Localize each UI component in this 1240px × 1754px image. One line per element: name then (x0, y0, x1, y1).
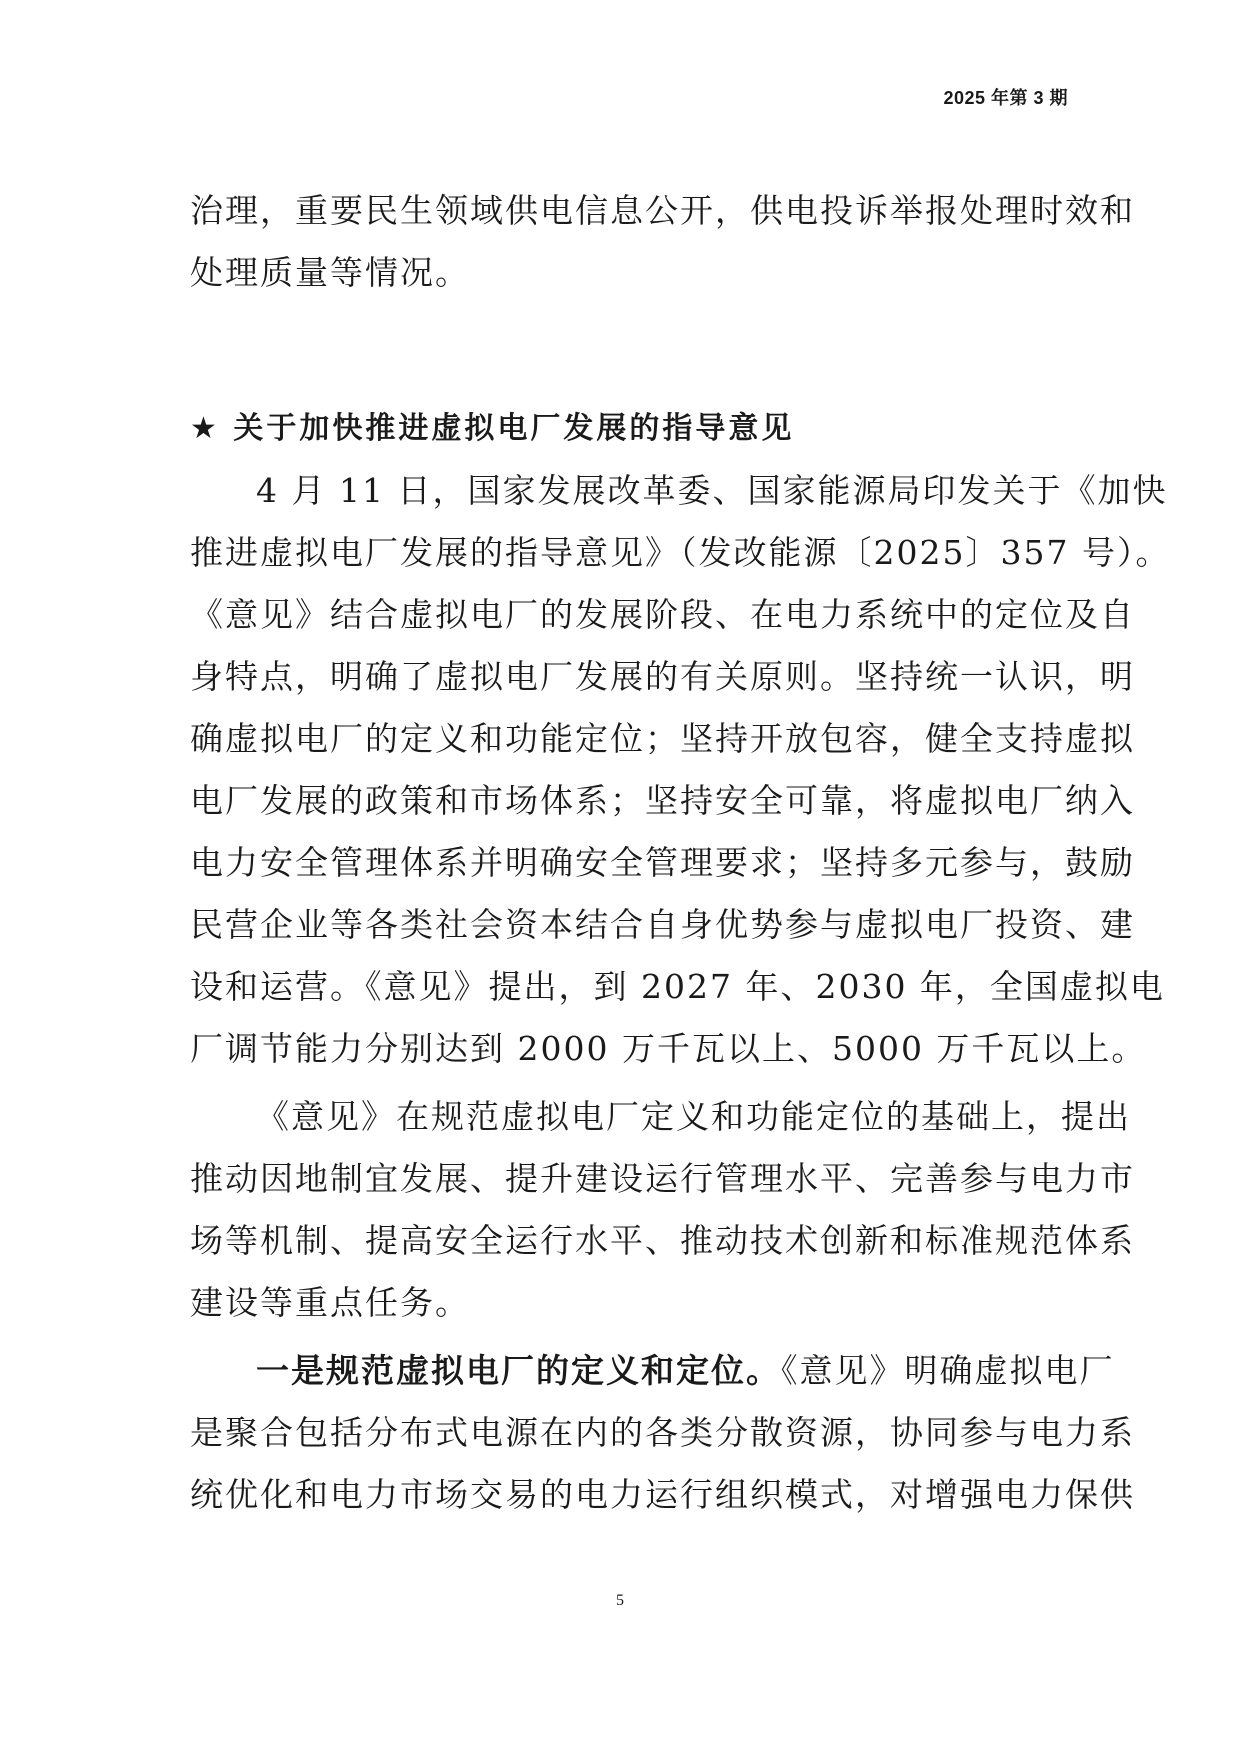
issue-header: 2025 年第 3 期 (943, 88, 1068, 108)
paragraph-3-lead: 一是规范虚拟电厂的定义和定位。 (256, 1351, 781, 1390)
paragraph-line: 建设等重点任务。 (190, 1283, 470, 1322)
paragraph-line: 推动因地制宜发展、提升建设运行管理水平、完善参与电力市 (190, 1159, 1135, 1198)
intro-line-2: 处理质量等情况。 (190, 253, 470, 292)
paragraph-line: 设和运营。《意见》提出，到 2027 年、2030 年，全国虚拟电 (190, 967, 1165, 1006)
paragraph-line: 民营企业等各类社会资本结合自身优势参与虚拟电厂投资、建 (190, 905, 1135, 944)
paragraph-line: 电厂发展的政策和市场体系；坚持安全可靠，将虚拟电厂纳入 (190, 781, 1135, 820)
paragraph-line: 是聚合包括分布式电源在内的各类分散资源，协同参与电力系 (190, 1413, 1135, 1452)
paragraph-line: 电力安全管理体系并明确安全管理要求；坚持多元参与，鼓励 (190, 843, 1135, 882)
paragraph-line: 推进虚拟电厂发展的指导意见》（发改能源〔2025〕357 号）。 (190, 533, 1171, 572)
paragraph-line: 场等机制、提高安全运行水平、推动技术创新和标准规范体系 (190, 1221, 1135, 1260)
paragraph-line: 身特点，明确了虚拟电厂发展的有关原则。坚持统一认识，明 (190, 657, 1135, 696)
page-number: 5 (616, 1592, 624, 1609)
paragraph-line: 确虚拟电厂的定义和功能定位；坚持开放包容，健全支持虚拟 (190, 719, 1135, 758)
paragraph-3 (190, 1340, 1135, 1526)
paragraph-line: 统优化和电力市场交易的电力运行组织模式，对增强电力保供 (190, 1475, 1135, 1514)
intro-line-1: 治理，重要民生领域供电信息公开，供电投诉举报处理时效和 (190, 191, 1135, 230)
paragraph-line: 4 月 11 日，国家发展改革委、国家能源局印发关于《加快 (256, 471, 1168, 510)
paragraph-3-lead-rest: 《意见》明确虚拟电厂 (781, 1351, 1115, 1390)
paragraph-2 (190, 1086, 1135, 1334)
paragraph-line (190, 1340, 1115, 1402)
paragraph-line: 《意见》在规范虚拟电厂定义和功能定位的基础上，提出 (256, 1097, 1131, 1136)
paragraph-line: 厂调节能力分别达到 2000 万千瓦以上、5000 万千瓦以上。 (190, 1029, 1147, 1068)
section-title: ★ 关于加快推进虚拟电厂发展的指导意见 (190, 411, 795, 446)
paragraph-line: 《意见》结合虚拟电厂的发展阶段、在电力系统中的定位及自 (190, 595, 1135, 634)
paragraph-1 (190, 460, 1171, 1080)
document-body (190, 180, 1171, 1526)
